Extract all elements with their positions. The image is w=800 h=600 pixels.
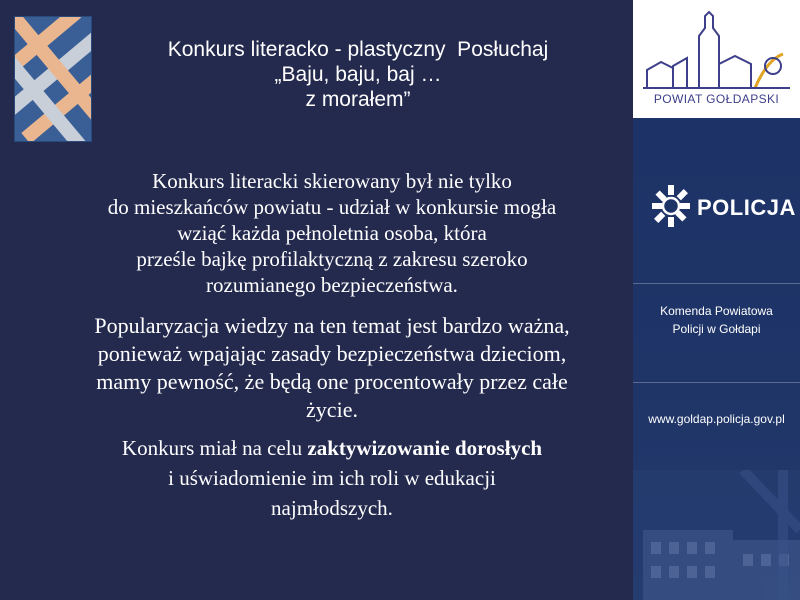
slide-body — [32, 168, 632, 523]
text-line: mamy pewność, że będą one procentowały przez całe — [96, 369, 568, 394]
text-line: życie. — [306, 397, 358, 422]
title-line: „Baju, baju, baj … — [274, 63, 442, 86]
paragraph-contest-goal — [32, 433, 632, 523]
powiat-logo-panel — [633, 0, 800, 118]
text-line: prześle bajkę profilaktyczną z zakresu szeroko — [136, 247, 528, 271]
police-star-icon — [650, 183, 692, 229]
powiat-name: POWIAT GOŁDAPSKI — [653, 92, 780, 106]
text-segment: Konkurs miał na celu — [121, 436, 308, 460]
text-line: ponieważ wpajając zasady bezpieczeństwa dzieciom, — [97, 341, 567, 366]
contest-logo-icon — [14, 16, 92, 142]
komenda-line: Komenda Powiatowa — [660, 304, 773, 318]
police-wordmark: POLICJA — [697, 195, 796, 220]
title-line: Konkurs literacko - plastyczny Posłuchaj — [167, 38, 549, 61]
text-line: najmłodszych. — [271, 496, 393, 520]
komenda-line: Policji w Gołdapi — [672, 322, 761, 336]
paragraph-popularization — [32, 312, 632, 424]
bold-phrase: zaktywizowanie dorosłych — [307, 436, 543, 460]
text-line — [32, 433, 632, 463]
police-sidebar — [633, 0, 800, 600]
text-line: i uświadomienie im ich roli w edukacji — [168, 466, 496, 490]
text-line: Konkurs literacki skierowany był nie tylko — [152, 169, 512, 193]
text-line: Popularyzacja wiedzy na ten temat jest bardzo ważna, — [94, 313, 570, 338]
divider — [633, 382, 800, 383]
police-building-image — [633, 470, 800, 600]
komenda-label — [633, 302, 800, 338]
website-url: www.goldap.policja.gov.pl — [648, 412, 785, 426]
text-line: do mieszkańców powiatu - udział w konkursie mogła — [107, 195, 557, 219]
divider — [633, 283, 800, 284]
text-line: rozumianego bezpieczeństwa. — [206, 273, 458, 297]
text-line: wziąć każda pełnoletnia osoba, która — [177, 221, 487, 245]
title-line: z morałem” — [305, 88, 411, 111]
paragraph-contest-description — [32, 168, 632, 298]
slide-title — [96, 37, 620, 112]
town-skyline-icon — [643, 10, 790, 90]
